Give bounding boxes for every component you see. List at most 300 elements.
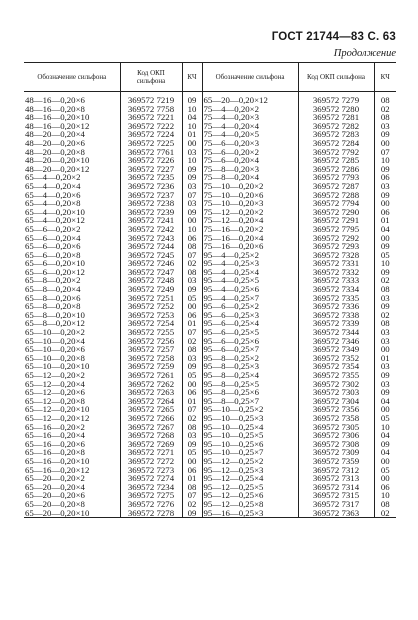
left-okp-code-cell: 369572 7261 xyxy=(120,371,182,380)
right-kch-cell: 02 xyxy=(374,311,396,320)
right-designation-cell: 95—4—0,25×4 xyxy=(202,268,298,277)
left-designation-cell: 65—12—0,20×6 xyxy=(25,388,85,397)
right-kch-cell: 03 xyxy=(374,328,396,337)
right-kch-cell: 07 xyxy=(374,148,396,157)
table-row xyxy=(24,225,396,234)
left-designation-cell: 65—6—0,20×12 xyxy=(25,267,85,277)
left-kch-cell: 09 xyxy=(182,440,202,449)
left-designation-cell: 65—20—0,20×8 xyxy=(25,499,85,509)
left-kch-cell: 10 xyxy=(182,122,202,131)
right-designation-cell: 95—8—0,25×3 xyxy=(202,362,298,371)
table-row xyxy=(24,208,396,217)
right-designation-cell: 95—6—0,25×5 xyxy=(202,328,298,337)
right-okp-code-cell: 369572 7288 xyxy=(298,191,374,200)
left-kch-cell: 09 xyxy=(182,92,202,105)
left-kch-cell: 07 xyxy=(182,405,202,414)
right-okp-code-cell: 369572 7314 xyxy=(298,483,374,492)
col-header-kch: КЧ xyxy=(182,63,202,92)
left-okp-code-cell: 369572 7236 xyxy=(120,182,182,191)
right-designation-cell: 95—10—0,25×4 xyxy=(202,423,298,432)
right-kch-cell: 02 xyxy=(374,276,396,285)
left-kch-cell: 08 xyxy=(182,423,202,432)
left-kch-cell: 00 xyxy=(182,139,202,148)
right-designation-cell: 75—4—0,20×4 xyxy=(202,122,298,131)
left-okp-code-cell: 369572 7224 xyxy=(120,130,182,139)
left-okp-code-cell: 369572 7219 xyxy=(120,92,182,105)
right-designation-cell: 95—10—0,25×3 xyxy=(202,414,298,423)
left-okp-code-cell: 369572 7245 xyxy=(120,251,182,260)
left-designation-cell: 65—12—0,20×2 xyxy=(25,371,85,380)
right-kch-cell: 09 xyxy=(374,165,396,174)
left-okp-code-cell: 369572 7271 xyxy=(120,448,182,457)
table-row xyxy=(24,414,396,423)
right-designation-cell: 95—4—0,25×5 xyxy=(202,276,298,285)
right-kch-cell: 09 xyxy=(374,130,396,139)
right-okp-code-cell: 369572 7355 xyxy=(298,371,374,380)
left-okp-code-cell: 369572 7243 xyxy=(120,234,182,243)
right-kch-cell: 09 xyxy=(374,440,396,449)
right-okp-code-cell: 369572 7793 xyxy=(298,173,374,182)
left-kch-cell: 03 xyxy=(182,182,202,191)
left-kch-cell: 06 xyxy=(182,234,202,243)
right-okp-code-cell: 369572 7332 xyxy=(298,268,374,277)
left-designation-cell: 65—10—0,20×6 xyxy=(25,345,85,354)
right-designation-cell: 95—4—0,25×2 xyxy=(202,251,298,260)
right-kch-cell: 06 xyxy=(374,208,396,217)
right-designation-cell: 95—4—0,25×7 xyxy=(202,294,298,303)
right-kch-cell: 00 xyxy=(374,345,396,354)
right-kch-cell: 09 xyxy=(374,191,396,200)
right-kch-cell: 08 xyxy=(374,319,396,328)
left-okp-code-cell: 369572 7262 xyxy=(120,380,182,389)
right-kch-cell: 08 xyxy=(374,92,396,105)
left-okp-code-cell: 369572 7761 xyxy=(120,148,182,157)
left-kch-cell: 10 xyxy=(182,105,202,114)
table-row xyxy=(24,423,396,432)
right-designation-cell: 95—10—0,25×2 xyxy=(202,405,298,414)
left-okp-code-cell: 369572 7275 xyxy=(120,491,182,500)
right-designation-cell: 75—16—0,20×4 xyxy=(202,234,298,243)
right-kch-cell: 04 xyxy=(374,431,396,440)
left-designation-cell: 65—8—0,20×8 xyxy=(25,302,81,311)
left-okp-code-cell: 369572 7237 xyxy=(120,191,182,200)
left-designation-cell: 65—6—0,20×10 xyxy=(25,259,85,268)
right-kch-cell: 04 xyxy=(374,397,396,406)
right-okp-code-cell: 369572 7358 xyxy=(298,414,374,423)
col-header-kch-right: КЧ xyxy=(374,63,396,92)
left-designation-cell: 65—8—0,20×12 xyxy=(25,319,85,329)
left-designation-cell: 65—6—0,20×4 xyxy=(25,233,81,243)
left-designation-cell: 65—8—0,20×4 xyxy=(25,285,81,294)
right-okp-code-cell: 369572 7306 xyxy=(298,431,374,440)
right-designation-cell: 95—12—0,25×8 xyxy=(202,500,298,509)
table-row xyxy=(24,440,396,449)
table-row xyxy=(24,113,396,122)
left-okp-code-cell: 369572 7239 xyxy=(120,208,182,217)
right-okp-code-cell: 369572 7302 xyxy=(298,380,374,389)
left-kch-cell: 07 xyxy=(182,491,202,500)
right-kch-cell: 10 xyxy=(374,259,396,268)
col-header-designation: Обозначение сильфона xyxy=(24,63,120,92)
right-okp-code-cell: 369572 7359 xyxy=(298,457,374,466)
table-row xyxy=(24,92,396,105)
left-kch-cell: 01 xyxy=(182,474,202,483)
right-kch-cell: 09 xyxy=(374,268,396,277)
left-kch-cell: 00 xyxy=(182,457,202,466)
right-designation-cell: 95—10—0,25×5 xyxy=(202,431,298,440)
left-okp-code-cell: 369572 7256 xyxy=(120,337,182,346)
table-row xyxy=(24,483,396,492)
table-row xyxy=(24,345,396,354)
left-kch-cell: 05 xyxy=(182,371,202,380)
right-okp-code-cell: 369572 7334 xyxy=(298,285,374,294)
table-row xyxy=(24,173,396,182)
table-row xyxy=(24,388,396,397)
right-designation-cell: 95—10—0,25×6 xyxy=(202,440,298,449)
right-kch-cell: 00 xyxy=(374,199,396,208)
right-kch-cell: 05 xyxy=(374,466,396,475)
left-okp-code-cell: 369572 7234 xyxy=(120,483,182,492)
right-designation-cell: 75—4—0,20×3 xyxy=(202,113,298,122)
left-designation-cell: 65—4—0,20×10 xyxy=(25,207,85,217)
left-designation-cell: 48—16—0,20×12 xyxy=(25,121,90,131)
right-designation-cell: 95—12—0,25×4 xyxy=(202,474,298,483)
table-row xyxy=(24,302,396,311)
right-kch-cell: 02 xyxy=(374,509,396,518)
table-row xyxy=(24,156,396,165)
right-okp-code-cell: 369572 7283 xyxy=(298,130,374,139)
table-row xyxy=(24,242,396,251)
table-row xyxy=(24,328,396,337)
left-okp-code-cell: 369572 7266 xyxy=(120,414,182,423)
left-designation-cell: 65—12—0,20×4 xyxy=(25,379,85,389)
right-okp-code-cell: 369572 7280 xyxy=(298,105,374,114)
right-kch-cell: 03 xyxy=(374,337,396,346)
left-okp-code-cell: 369572 7272 xyxy=(120,457,182,466)
right-designation-cell: 95—6—0,25×7 xyxy=(202,345,298,354)
left-designation-cell: 65—6—0,20×6 xyxy=(25,242,81,251)
right-designation-cell: 95—4—0,25×3 xyxy=(202,259,298,268)
table-row xyxy=(24,474,396,483)
right-designation-cell: 95—8—0,25×7 xyxy=(202,397,298,406)
right-designation-cell: 95—12—0,25×5 xyxy=(202,483,298,492)
left-kch-cell: 06 xyxy=(182,388,202,397)
left-designation-cell: 48—20—0,20×6 xyxy=(25,138,85,148)
right-okp-code-cell: 369572 7312 xyxy=(298,466,374,475)
left-kch-cell: 09 xyxy=(182,285,202,294)
right-designation-cell: 75—16—0,20×6 xyxy=(202,242,298,251)
right-okp-code-cell: 369572 7305 xyxy=(298,423,374,432)
table-row xyxy=(24,354,396,363)
right-kch-cell: 00 xyxy=(374,474,396,483)
right-kch-cell: 04 xyxy=(374,225,396,234)
right-designation-cell: 75—10—0,20×6 xyxy=(202,191,298,200)
table-row xyxy=(24,405,396,414)
right-designation-cell: 95—4—0,25×6 xyxy=(202,285,298,294)
left-okp-code-cell: 369572 7248 xyxy=(120,276,182,285)
left-okp-code-cell: 369572 7259 xyxy=(120,362,182,371)
right-designation-cell: 95—6—0,25×6 xyxy=(202,337,298,346)
table-row xyxy=(24,431,396,440)
right-designation-cell: 95—12—0,25×6 xyxy=(202,491,298,500)
left-designation-cell: 65—20—0,20×4 xyxy=(25,482,85,492)
left-designation-cell: 65—10—0,20×8 xyxy=(25,353,85,363)
left-designation-cell: 65—16—0,20×10 xyxy=(25,456,90,466)
right-kch-cell: 06 xyxy=(374,173,396,182)
table-row xyxy=(24,337,396,346)
left-designation-cell: 48—16—0,20×6 xyxy=(25,95,85,105)
table-row xyxy=(24,448,396,457)
left-okp-code-cell: 369572 7254 xyxy=(120,319,182,328)
left-okp-code-cell: 369572 7255 xyxy=(120,328,182,337)
right-okp-code-cell: 369572 7292 xyxy=(298,234,374,243)
left-kch-cell: 03 xyxy=(182,354,202,363)
col-header-okp-right: Код ОКП сильфона xyxy=(298,63,374,92)
left-kch-cell: 05 xyxy=(182,294,202,303)
left-kch-cell: 02 xyxy=(182,337,202,346)
left-okp-code-cell: 369572 7246 xyxy=(120,259,182,268)
table-row xyxy=(24,457,396,466)
right-okp-code-cell: 369572 7290 xyxy=(298,208,374,217)
right-kch-cell: 03 xyxy=(374,380,396,389)
right-kch-cell: 09 xyxy=(374,242,396,251)
table-row xyxy=(24,268,396,277)
left-designation-cell: 65—20—0,20×6 xyxy=(25,491,85,500)
left-okp-code-cell: 369572 7235 xyxy=(120,173,182,182)
table-row xyxy=(24,285,396,294)
right-okp-code-cell: 369572 7286 xyxy=(298,165,374,174)
right-designation-cell: 75—8—0,20×4 xyxy=(202,173,298,182)
left-okp-code-cell: 369572 7758 xyxy=(120,105,182,114)
left-kch-cell: 07 xyxy=(182,191,202,200)
left-okp-code-cell: 369572 7252 xyxy=(120,302,182,311)
left-designation-cell: 65—12—0,20×8 xyxy=(25,396,85,406)
right-okp-code-cell: 369572 7344 xyxy=(298,328,374,337)
right-designation-cell: 95—8—0,25×4 xyxy=(202,371,298,380)
left-designation-cell: 65—16—0,20×2 xyxy=(25,422,85,432)
right-designation-cell: 95—6—0,25×2 xyxy=(202,302,298,311)
left-kch-cell: 06 xyxy=(182,311,202,320)
right-okp-code-cell: 369572 7304 xyxy=(298,397,374,406)
right-okp-code-cell: 369572 7338 xyxy=(298,311,374,320)
right-okp-code-cell: 369572 7349 xyxy=(298,345,374,354)
right-kch-cell: 06 xyxy=(374,483,396,492)
left-designation-cell: 65—20—0,20×2 xyxy=(25,474,85,483)
left-okp-code-cell: 369572 7221 xyxy=(120,113,182,122)
page-header: ГОСТ 21744—83 С. 63 xyxy=(271,31,396,43)
left-designation-cell: 65—8—0,20×2 xyxy=(25,276,81,286)
right-designation-cell: 65—20—0,20×12 xyxy=(202,92,298,105)
bellows-table xyxy=(24,62,396,518)
right-okp-code-cell: 369572 7293 xyxy=(298,242,374,251)
left-designation-cell: 65—8—0,20×10 xyxy=(25,310,85,320)
left-designation-cell: 65—4—0,20×8 xyxy=(25,199,81,208)
table-row xyxy=(24,234,396,243)
left-designation-cell: 48—16—0,20×10 xyxy=(25,113,90,122)
left-kch-cell: 10 xyxy=(182,225,202,234)
right-okp-code-cell: 369572 7335 xyxy=(298,294,374,303)
right-kch-cell: 03 xyxy=(374,122,396,131)
right-kch-cell: 05 xyxy=(374,414,396,423)
left-designation-cell: 65—6—0,20×8 xyxy=(25,250,81,260)
left-kch-cell: 04 xyxy=(182,113,202,122)
left-okp-code-cell: 369572 7241 xyxy=(120,216,182,225)
right-kch-cell: 01 xyxy=(374,354,396,363)
left-designation-cell: 65—10—0,20×10 xyxy=(25,362,90,371)
right-kch-cell: 08 xyxy=(374,500,396,509)
right-okp-code-cell: 369572 7317 xyxy=(298,500,374,509)
right-okp-code-cell: 369572 7328 xyxy=(298,251,374,260)
right-okp-code-cell: 369572 7363 xyxy=(298,509,374,518)
right-kch-cell: 00 xyxy=(374,405,396,414)
right-kch-cell: 10 xyxy=(374,491,396,500)
right-okp-code-cell: 369572 7333 xyxy=(298,276,374,285)
left-okp-code-cell: 369572 7249 xyxy=(120,285,182,294)
left-okp-code-cell: 369572 7247 xyxy=(120,268,182,277)
table-row xyxy=(24,122,396,131)
left-kch-cell: 03 xyxy=(182,276,202,285)
left-designation-cell: 65—4—0,20×2 xyxy=(25,173,81,182)
right-okp-code-cell: 369572 7792 xyxy=(298,148,374,157)
right-kch-cell: 03 xyxy=(374,182,396,191)
left-kch-cell: 09 xyxy=(182,509,202,518)
right-okp-code-cell: 369572 7285 xyxy=(298,156,374,165)
left-kch-cell: 08 xyxy=(182,242,202,251)
right-designation-cell: 95—8—0,25×2 xyxy=(202,354,298,363)
left-designation-cell: 48—20—0,20×4 xyxy=(25,130,85,139)
right-designation-cell: 75—12—0,20×4 xyxy=(202,216,298,225)
right-designation-cell: 95—12—0,25×2 xyxy=(202,457,298,466)
left-okp-code-cell: 369572 7258 xyxy=(120,354,182,363)
left-kch-cell: 09 xyxy=(182,362,202,371)
left-okp-code-cell: 369572 7263 xyxy=(120,388,182,397)
right-okp-code-cell: 369572 7346 xyxy=(298,337,374,346)
left-kch-cell: 10 xyxy=(182,156,202,165)
table-row xyxy=(24,319,396,328)
left-okp-code-cell: 369572 7238 xyxy=(120,199,182,208)
left-designation-cell: 48—20—0,20×10 xyxy=(25,156,90,165)
right-kch-cell: 10 xyxy=(374,423,396,432)
left-kch-cell: 09 xyxy=(182,165,202,174)
continuation-label: Продолжение xyxy=(333,48,396,59)
right-okp-code-cell: 369572 7309 xyxy=(298,448,374,457)
right-kch-cell: 10 xyxy=(374,156,396,165)
table-row xyxy=(24,491,396,500)
left-designation-cell: 65—4—0,20×6 xyxy=(25,190,81,200)
right-designation-cell: 95—6—0,25×4 xyxy=(202,319,298,328)
left-designation-cell: 48—20—0,20×8 xyxy=(25,147,85,157)
right-designation-cell: 75—16—0,20×2 xyxy=(202,225,298,234)
right-okp-code-cell: 369572 7356 xyxy=(298,405,374,414)
right-kch-cell: 08 xyxy=(374,285,396,294)
left-kch-cell: 08 xyxy=(182,268,202,277)
left-kch-cell: 02 xyxy=(182,259,202,268)
left-kch-cell: 06 xyxy=(182,466,202,475)
left-kch-cell: 02 xyxy=(182,414,202,423)
left-kch-cell: 01 xyxy=(182,397,202,406)
col-header-designation-right: Обозначение сильфона xyxy=(202,63,298,92)
right-okp-code-cell: 369572 7336 xyxy=(298,302,374,311)
table-row xyxy=(24,148,396,157)
right-designation-cell: 75—4—0,20×2 xyxy=(202,105,298,114)
right-kch-cell: 08 xyxy=(374,113,396,122)
left-okp-code-cell: 369572 7268 xyxy=(120,431,182,440)
table-row xyxy=(24,259,396,268)
right-designation-cell: 95—8—0,25×6 xyxy=(202,388,298,397)
table-row xyxy=(24,251,396,260)
right-okp-code-cell: 369572 7339 xyxy=(298,319,374,328)
left-okp-code-cell: 369572 7274 xyxy=(120,474,182,483)
left-kch-cell: 07 xyxy=(182,328,202,337)
left-kch-cell: 03 xyxy=(182,199,202,208)
left-kch-cell: 01 xyxy=(182,319,202,328)
col-header-okp: Код ОКП сильфона xyxy=(120,63,182,92)
left-designation-cell: 65—12—0,20×10 xyxy=(25,405,90,414)
right-okp-code-cell: 369572 7308 xyxy=(298,440,374,449)
left-okp-code-cell: 369572 7227 xyxy=(120,165,182,174)
right-designation-cell: 75—10—0,20×2 xyxy=(202,182,298,191)
table-body xyxy=(24,92,396,518)
right-kch-cell: 05 xyxy=(374,251,396,260)
right-okp-code-cell: 369572 7284 xyxy=(298,139,374,148)
table-row xyxy=(24,191,396,200)
right-designation-cell: 75—4—0,20×5 xyxy=(202,130,298,139)
table-header-row xyxy=(24,63,396,92)
left-kch-cell: 08 xyxy=(182,483,202,492)
left-okp-code-cell: 369572 7267 xyxy=(120,423,182,432)
right-okp-code-cell: 369572 7794 xyxy=(298,199,374,208)
left-okp-code-cell: 369572 7276 xyxy=(120,500,182,509)
left-okp-code-cell: 369572 7265 xyxy=(120,405,182,414)
right-okp-code-cell: 369572 7354 xyxy=(298,362,374,371)
right-designation-cell: 75—6—0,20×2 xyxy=(202,148,298,157)
left-okp-code-cell: 369572 7253 xyxy=(120,311,182,320)
left-okp-code-cell: 369572 7251 xyxy=(120,294,182,303)
left-designation-cell: 65—16—0,20×8 xyxy=(25,448,85,457)
table-row xyxy=(24,216,396,225)
left-okp-code-cell: 369572 7269 xyxy=(120,440,182,449)
left-kch-cell: 02 xyxy=(182,500,202,509)
right-okp-code-cell: 369572 7315 xyxy=(298,491,374,500)
left-okp-code-cell: 369572 7257 xyxy=(120,345,182,354)
left-okp-code-cell: 369572 7264 xyxy=(120,397,182,406)
left-designation-cell: 65—16—0,20×4 xyxy=(25,431,85,440)
right-okp-code-cell: 369572 7795 xyxy=(298,225,374,234)
table-row xyxy=(24,362,396,371)
left-kch-cell: 00 xyxy=(182,216,202,225)
table-row xyxy=(24,105,396,114)
left-okp-code-cell: 369572 7278 xyxy=(120,509,182,518)
left-okp-code-cell: 369572 7222 xyxy=(120,122,182,131)
right-kch-cell: 00 xyxy=(374,234,396,243)
right-kch-cell: 00 xyxy=(374,457,396,466)
left-kch-cell: 00 xyxy=(182,380,202,389)
right-designation-cell: 75—6—0,20×3 xyxy=(202,139,298,148)
left-designation-cell: 65—4—0,20×12 xyxy=(25,216,85,225)
right-designation-cell: 95—8—0,25×5 xyxy=(202,380,298,389)
right-okp-code-cell: 369572 7313 xyxy=(298,474,374,483)
right-designation-cell: 95—12—0,25×3 xyxy=(202,466,298,475)
left-designation-cell: 65—16—0,20×6 xyxy=(25,439,85,449)
right-kch-cell: 04 xyxy=(374,448,396,457)
left-okp-code-cell: 369572 7244 xyxy=(120,242,182,251)
right-designation-cell: 95—6—0,25×3 xyxy=(202,311,298,320)
left-designation-cell: 65—8—0,20×6 xyxy=(25,293,81,303)
left-designation-cell: 65—16—0,20×12 xyxy=(25,465,90,475)
right-okp-code-cell: 369572 7282 xyxy=(298,122,374,131)
right-okp-code-cell: 369572 7303 xyxy=(298,388,374,397)
table-row xyxy=(24,182,396,191)
